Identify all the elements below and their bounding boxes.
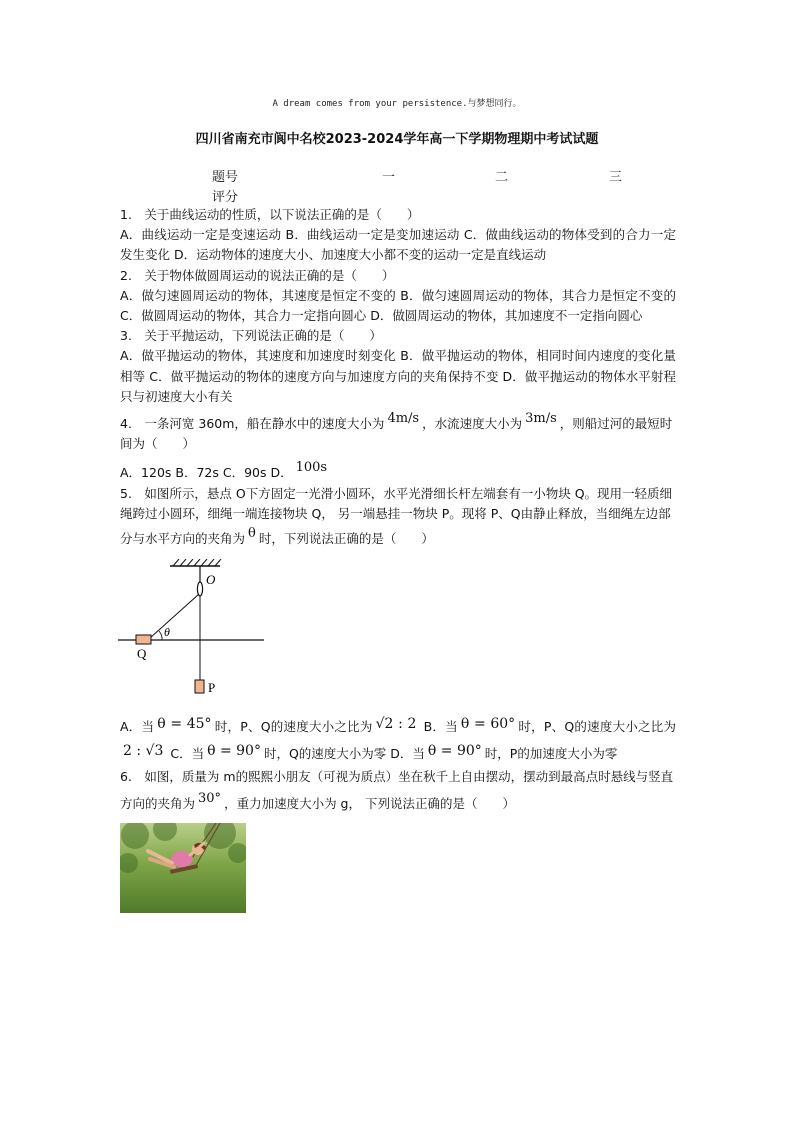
score-label-marks: 评分 (212, 190, 239, 205)
label-o: O (206, 572, 216, 588)
label-p: P (208, 680, 216, 695)
q5-opt-b-ratio: 2 : √3 (123, 743, 164, 760)
q6-stem-text: 6. 如图，质量为 m的熙熙小朋友（可视为质点）坐在秋千上自由摆动，摆动到最高点时悬线与竖直方向的夹角为 (120, 769, 674, 812)
q6-angle: 30° (198, 791, 222, 807)
q5-options (120, 712, 676, 766)
q5-theta: θ (248, 526, 256, 542)
block-q (136, 635, 151, 644)
q2-options: A．做匀速圆周运动的物体，其速度是恒定不变的 B．做匀速圆周运动的物体，其合力是恒定不变的 C．做圆周运动的物体，其合力一定指向圆心 D．做圆周运动的物体，其加速度不一定指向圆心 (120, 287, 676, 324)
q5-opt-a-text: 时，P、Q的速度大小之比为 (214, 719, 373, 735)
q4-options-text: A．120s B．72s C．90s D． (120, 465, 293, 481)
score-col-3: 三 (609, 170, 623, 185)
exam-title: 四川省南充市阆中名校2023-2024学年高一下学期物理期中考试试题 (195, 132, 599, 147)
score-col-2: 二 (495, 170, 509, 185)
q5-opt-c-text: 时，Q的速度大小为零 D．当 (263, 746, 425, 762)
q5-stem (120, 484, 676, 550)
q4-options (120, 458, 676, 483)
q4-water-speed: 3m/s (525, 411, 557, 427)
q5-opt-d-text: 时，P的加速度大小为零 (484, 746, 618, 762)
q6-stem (120, 766, 676, 815)
ceiling-hatch (173, 559, 221, 566)
q4-stem-part-c: ，则船过河的最短时间为（ ） (120, 416, 673, 452)
q2-stem: 2. 关于物体做圆周运动的说法正确的是（ ） (120, 267, 395, 283)
q3-stem: 3. 关于平抛运动，下列说法正确的是（ ） (120, 328, 382, 344)
q5-opt-a-ratio: √2 : 2 (375, 716, 417, 733)
q4-stem (120, 409, 676, 454)
score-label-number: 题号 (212, 170, 239, 185)
q5-stem-end: 时，下列说法正确的是（ ） (258, 531, 434, 547)
q1-options: A．曲线运动一定是变速运动 B．曲线运动一定是变加速运动 C．做曲线运动的物体受到的合力一定发生变化 D．运动物体的速度大小、加速度大小都不变的运动一定是直线运动 (120, 227, 676, 263)
pulley-diagram (118, 559, 268, 694)
label-theta: θ (164, 625, 170, 640)
label-q: Q (137, 646, 147, 662)
q5-opt-a-prefix: A．当 (120, 719, 155, 735)
block-p (195, 680, 204, 693)
swing-photo (120, 823, 246, 913)
q5-opt-b-condition: θ = 60° (460, 716, 516, 733)
q5-opt-b-text: 时，P、Q的速度大小之比为 (518, 719, 676, 735)
q3-options: A．做平抛运动的物体，其速度和加速度时刻变化 B．做平抛运动的物体，相同时间内速度的变化量相等 C．做平抛运动的物体的速度方向与加速度方向的夹角保持不变 D．做平抛运动的物体水平射程只与初速度大小有关 (120, 348, 676, 404)
rope-left (150, 594, 199, 638)
q4-stem-part-a: 4. 一条河宽 360m，船在静水中的速度大小为 (120, 416, 385, 432)
q5-stem-text: 5. 如图所示，悬点 O下方固定一光滑小圆环，水平光滑细长杆左端套有一小物块 Q。现用一轻质细绳跨过小圆环，细绳一端连接物块 Q， 另一端悬挂一物块 P。现将 P、Q由静止释放，当细绳左边部分与水平方向的夹角为 (120, 485, 673, 547)
q5-opt-b-prefix: B．当 (423, 719, 458, 735)
q4-option-d: 100s (295, 460, 328, 476)
q4-boat-speed: 4m/s (387, 411, 420, 427)
question-list (120, 205, 676, 913)
figure-gap (120, 694, 676, 712)
q6-stem-end: ，重力加速度大小为 g， 下列说法正确的是（ ） (224, 796, 515, 812)
page-motto: A dream comes from your persistence.与梦想同行。 (272, 99, 522, 109)
angle-arc (159, 631, 162, 640)
q5-opt-c-condition: θ = 90° (207, 743, 261, 760)
q5-opt-d-condition: θ = 90° (427, 743, 482, 760)
q5-opt-a-condition: θ = 45° (157, 716, 212, 733)
q1-stem: 1. 关于曲线运动的性质，以下说法正确的是（ ） (120, 207, 420, 222)
q5-opt-c-prefix: C．当 (170, 746, 205, 762)
q4-stem-part-b: ，水流速度大小为 (422, 416, 523, 432)
small-ring (197, 582, 202, 596)
score-col-1: 一 (382, 170, 396, 185)
